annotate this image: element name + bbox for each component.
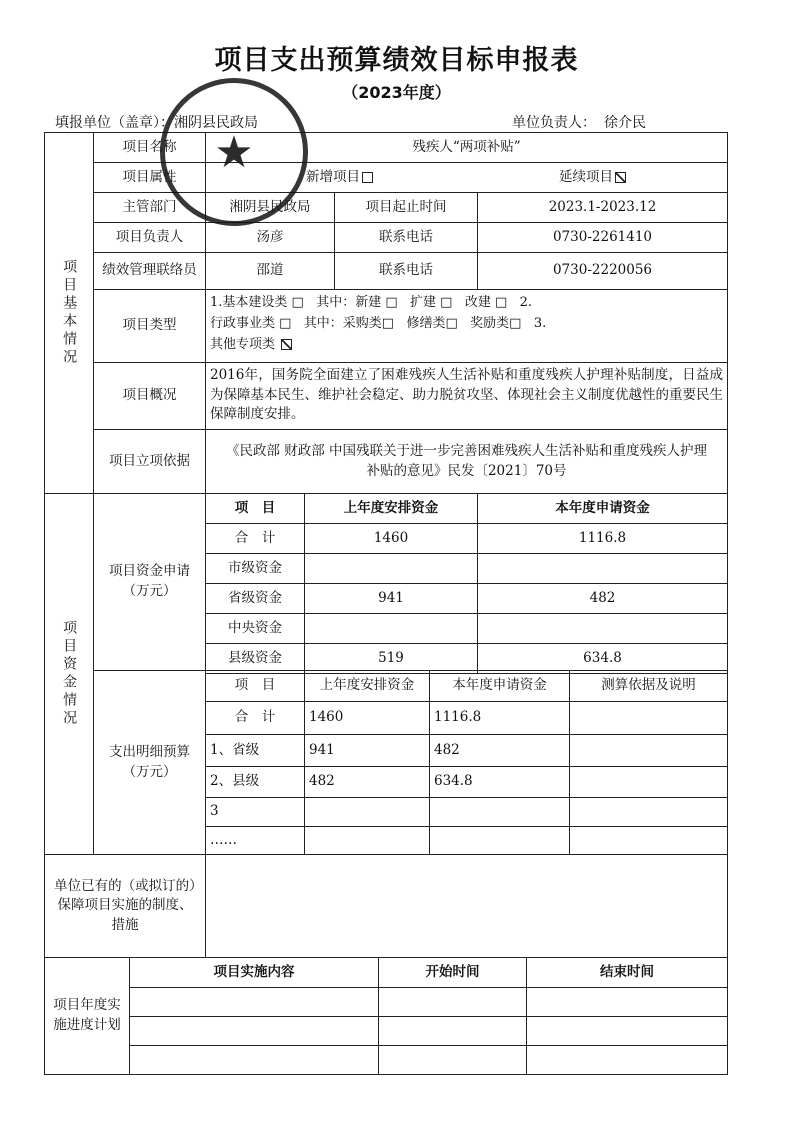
detail-cell-prev — [304, 797, 430, 827]
detail-cell-note — [569, 766, 728, 798]
detail-cell-prev — [304, 826, 430, 855]
contact-value: 邵道 — [205, 252, 335, 290]
project-name-value: 残疾人“两项补贴” — [205, 132, 728, 163]
schedule-empty-cell — [526, 987, 728, 1017]
owner-phone-value: 0730-2261410 — [477, 222, 728, 253]
apply-cell-item: 市级资金 — [205, 553, 305, 584]
detail-cell-prev: 482 — [304, 766, 430, 798]
official-seal — [160, 78, 308, 226]
type-line-1: 1.基本建设类 □ 其中：新建 □ 扩建 □ 改建 □ 2. — [210, 295, 533, 310]
dept-value: 湘阴县民政局 — [205, 192, 335, 223]
page-subtitle-year: （2023年度） — [342, 83, 451, 102]
detail-cell-item: 2、县级 — [205, 766, 305, 798]
schedule-empty-cell — [526, 1016, 728, 1046]
leader-value: 徐介民 — [604, 115, 646, 131]
seal-star-icon: ★ — [214, 127, 254, 178]
apply-cell-prev — [304, 553, 478, 584]
period-value: 2023.1-2023.12 — [477, 192, 728, 223]
detail-cell-item: 1、省级 — [205, 734, 305, 767]
detail-label: 支出明细预算（万元） — [93, 670, 206, 855]
type-line-3: 其他专项类 — [210, 336, 276, 352]
project-attr-label: 项目属性 — [93, 162, 206, 193]
detail-cell-note — [569, 826, 728, 855]
apply-cell-item: 省级资金 — [205, 583, 305, 614]
schedule-label: 项目年度实施进度计划 — [44, 957, 130, 1075]
owner-label: 项目负责人 — [93, 222, 206, 253]
owner-phone-label: 联系电话 — [334, 222, 478, 253]
unit-value: 湘阴县民政局 — [174, 115, 258, 131]
schedule-empty-cell — [378, 987, 527, 1017]
detail-cell-prev: 941 — [304, 734, 430, 767]
detail-cell-prev: 1460 — [304, 701, 430, 735]
attr-new-option[interactable] — [306, 168, 373, 188]
schedule-empty-cell — [129, 1045, 379, 1075]
apply-label: 项目资金申请（万元） — [93, 493, 206, 671]
attr-cont-option[interactable] — [559, 168, 626, 188]
apply-cell-item: 县级资金 — [205, 643, 305, 674]
detail-cell-item: 3 — [205, 797, 305, 827]
basis-label: 项目立项依据 — [93, 429, 206, 494]
page-title: 项目支出预算绩效目标申报表 — [214, 45, 579, 76]
project-name-label: 项目名称 — [93, 132, 206, 163]
attr-new-checkbox[interactable] — [362, 172, 373, 183]
section-basic-label: 项目基本情况 — [44, 132, 94, 494]
detail-cell-curr: 482 — [429, 734, 570, 767]
detail-cell-curr: 634.8 — [429, 766, 570, 798]
type-line-2: 行政事业类 □ 其中：采购类□ 修缮类□ 奖励类□ 3. — [210, 315, 547, 331]
section-funds-label: 项目资金情况 — [44, 493, 94, 855]
detail-cell-curr — [429, 797, 570, 827]
detail-cell-item: …… — [205, 826, 305, 855]
overview-text: 2016年，国务院全面建立了困难残疾人生活补贴和重度残疾人护理补贴制度，日益成为保障基本民生、维护社会稳定、助力脱贫攻坚、体现社会主义制度优越性的重要民生保障制度安排。 — [205, 362, 728, 430]
basis-text: 《民政部 财政部 中国残联关于进一步完善困难残疾人生活补贴和重度残疾人护理补贴的意见》民发〔2021〕70号 — [205, 429, 728, 494]
apply-cell-curr: 1116.8 — [477, 523, 728, 554]
contact-label: 绩效管理联络员 — [93, 252, 206, 290]
leader-field — [512, 112, 646, 132]
detail-header-0: 项 目 — [205, 670, 305, 702]
detail-header-3: 测算依据及说明 — [569, 670, 728, 702]
apply-cell-curr — [477, 613, 728, 644]
leader-label: 单位负责人： — [512, 115, 596, 131]
schedule-empty-cell — [129, 987, 379, 1017]
type-line-3-row — [210, 335, 723, 356]
apply-cell-item: 合 计 — [205, 523, 305, 554]
apply-header-0: 项 目 — [205, 493, 305, 524]
detail-cell-curr: 1116.8 — [429, 701, 570, 735]
apply-cell-curr — [477, 553, 728, 584]
apply-cell-item: 中央资金 — [205, 613, 305, 644]
period-label: 项目起止时间 — [334, 192, 478, 223]
overview-label: 项目概况 — [93, 362, 206, 430]
unit-label: 填报单位（盖章）： — [55, 115, 174, 131]
schedule-empty-cell — [378, 1016, 527, 1046]
type-other-checkbox[interactable] — [281, 339, 292, 350]
attr-cont-label: 延续项目 — [559, 168, 613, 185]
detail-cell-item: 合 计 — [205, 701, 305, 735]
detail-cell-note — [569, 701, 728, 735]
apply-header-1: 上年度安排资金 — [304, 493, 478, 524]
schedule-header-2: 结束时间 — [526, 957, 728, 988]
schedule-header-0: 项目实施内容 — [129, 957, 379, 988]
detail-cell-curr — [429, 826, 570, 855]
dept-label: 主管部门 — [93, 192, 206, 223]
contact-phone-value: 0730-2220056 — [477, 252, 728, 290]
schedule-empty-cell — [378, 1045, 527, 1075]
type-label: 项目类型 — [93, 289, 206, 363]
attr-new-label: 新增项目 — [306, 168, 360, 185]
measures-label: 单位已有的（或拟订的）保障项目实施的制度、措施 — [44, 854, 206, 958]
detail-header-1: 上年度安排资金 — [304, 670, 430, 702]
detail-cell-note — [569, 734, 728, 767]
measures-value — [205, 854, 728, 958]
attr-cont-checkbox[interactable] — [615, 172, 626, 183]
detail-cell-note — [569, 797, 728, 827]
apply-cell-prev: 1460 — [304, 523, 478, 554]
apply-header-2: 本年度申请资金 — [477, 493, 728, 524]
apply-cell-curr: 482 — [477, 583, 728, 614]
apply-cell-prev: 941 — [304, 583, 478, 614]
type-options — [205, 289, 728, 363]
apply-cell-prev — [304, 613, 478, 644]
schedule-empty-cell — [526, 1045, 728, 1075]
contact-phone-label: 联系电话 — [334, 252, 478, 290]
apply-cell-curr: 634.8 — [477, 643, 728, 674]
schedule-header-1: 开始时间 — [378, 957, 527, 988]
apply-cell-prev: 519 — [304, 643, 478, 674]
owner-value: 汤彦 — [205, 222, 335, 253]
detail-header-2: 本年度申请资金 — [429, 670, 570, 702]
schedule-empty-cell — [129, 1016, 379, 1046]
